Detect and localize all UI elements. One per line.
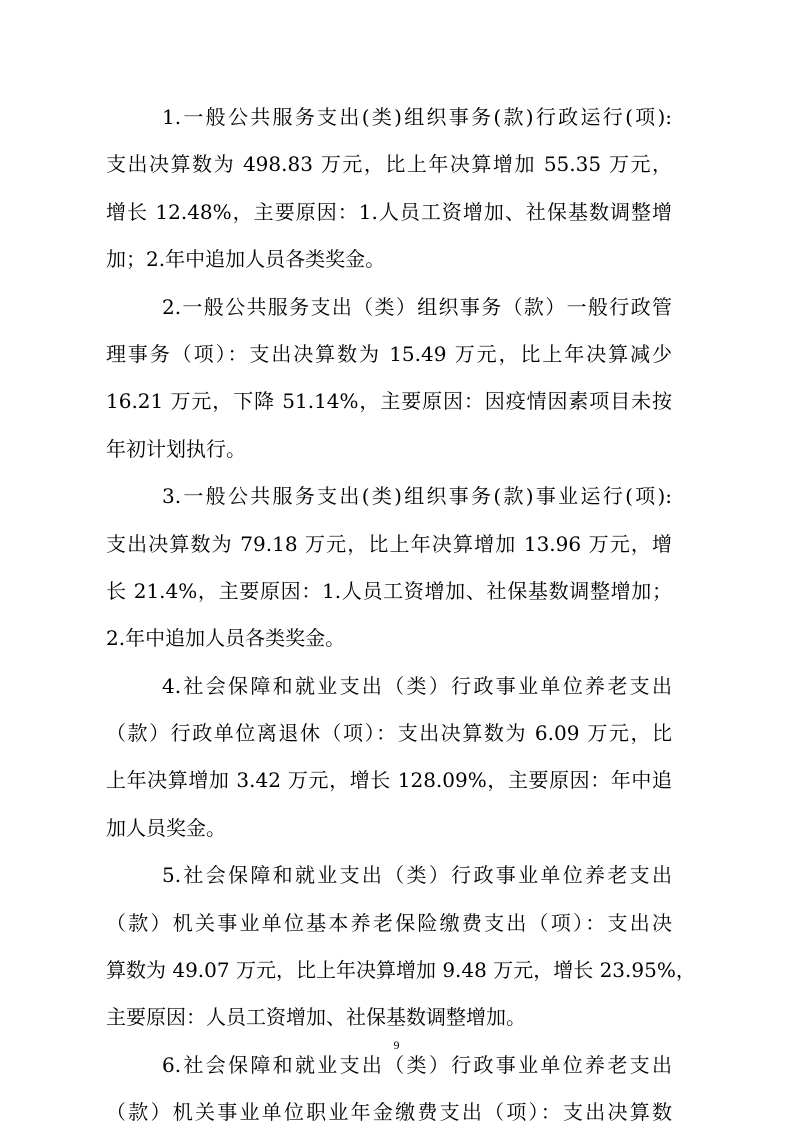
paragraph-4 xyxy=(106,663,672,853)
paragraph-line: 6.社会保障和就业支出（类）行政事业单位养老支出 xyxy=(162,1052,672,1077)
paragraph-line: 1.一般公共服务支出(类)组织事务(款)行政运行(项): xyxy=(162,105,672,129)
paragraph-line: 2.一般公共服务支出（类）组织事务（款）一般行政管 xyxy=(162,294,672,319)
paragraph-line: 长 21.4%，主要原因：1.人员工资增加、社保基数调整增加； xyxy=(106,578,672,603)
paragraph-line: 增长 12.48%，主要原因：1.人员工资增加、社保基数调整增 xyxy=(106,199,672,224)
paragraph-line: （款）行政单位离退休（项）：支出决算数为 6.09 万元，比 xyxy=(106,721,672,746)
paragraph-5 xyxy=(106,852,696,1042)
paragraph-line: 16.21 万元，下降 51.14%，主要原因：因疫情因素项目未按 xyxy=(106,389,672,414)
paragraph-line: 理事务（项）：支出决算数为 15.49 万元，比上年决算减少 xyxy=(106,341,672,366)
paragraph-6 xyxy=(106,1042,672,1137)
page-number: 9 xyxy=(393,1038,400,1052)
paragraph-2 xyxy=(106,284,672,474)
paragraph-line: （款）机关事业单位基本养老保险缴费支出（项）：支出决 xyxy=(106,910,672,935)
paragraph-line: 5.社会保障和就业支出（类）行政事业单位养老支出 xyxy=(162,863,672,888)
paragraph-line: （款）机关事业单位职业年金缴费支出（项）：支出决算数 xyxy=(106,1100,672,1125)
paragraph-line: 主要原因：人员工资增加、社保基数调整增加。 xyxy=(106,1005,526,1030)
paragraph-line: 支出决算数为 79.18 万元，比上年决算增加 13.96 万元，增 xyxy=(106,531,672,556)
paragraph-line: 加；2.年中追加人员各类奖金。 xyxy=(106,247,386,272)
paragraph-line: 3.一般公共服务支出(类)组织事务(款)事业运行(项): xyxy=(162,484,672,509)
paragraph-3 xyxy=(106,473,672,663)
paragraph-line: 支出决算数为 498.83 万元，比上年决算增加 55.35 万元， xyxy=(106,152,672,177)
document-body xyxy=(106,94,696,1137)
paragraph-line: 算数为 49.07 万元，比上年决算增加 9.48 万元，增长 23.95%， xyxy=(106,958,696,983)
paragraph-1 xyxy=(106,94,672,284)
paragraph-line: 加人员奖金。 xyxy=(106,815,226,840)
paragraph-line: 2.年中追加人员各类奖金。 xyxy=(106,626,346,651)
paragraph-line: 上年决算增加 3.42 万元，增长 128.09%，主要原因：年中追 xyxy=(106,768,672,793)
paragraph-line: 年初计划执行。 xyxy=(106,436,246,461)
paragraph-line: 4.社会保障和就业支出（类）行政事业单位养老支出 xyxy=(162,673,672,698)
